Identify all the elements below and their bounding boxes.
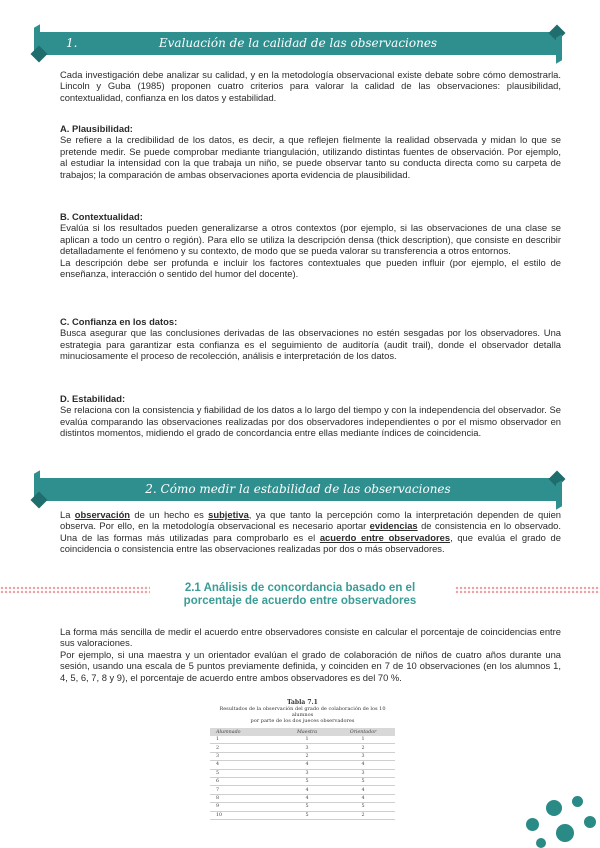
table-cell: 2 — [331, 811, 395, 819]
keyword-acuerdo: acuerdo entre observadores — [319, 531, 451, 543]
table-cell: 3 — [283, 744, 331, 752]
table-cell: 5 — [331, 803, 395, 811]
observation-table — [210, 728, 395, 820]
dotted-rule-right — [455, 586, 600, 594]
table-cell: 9 — [210, 803, 283, 811]
keyword-evidencias: evidencias — [369, 520, 418, 532]
criterion-c — [60, 316, 561, 362]
table-cell: 2 — [210, 744, 283, 752]
table-cell: 2 — [283, 752, 331, 760]
table-header-cell: Maestra — [283, 728, 331, 736]
table-cell: 5 — [331, 777, 395, 785]
criterion-a-title: A. Plausibilidad: — [60, 123, 133, 134]
table-cell: 10 — [210, 811, 283, 819]
table-row — [210, 744, 395, 752]
table-cell: 3 — [283, 769, 331, 777]
table-cell: 4 — [331, 761, 395, 769]
table-cell: 4 — [210, 761, 283, 769]
criterion-a-text: Se refiere a la credibilidad de los datos, es decir, a que reflejen fielmente la realidad observada y midan lo que se pretende medir. Se puede comprobar mediante triangulación, utilizando distintas fuentes de observación. Por ejemplo, al estudiar la intensidad con la que trabaja un niño, se puede observar tanto su conducta directa como su carpeta de trabajos; la comparación de ambas observaciones aporta evidencia de plausibilidad. — [60, 134, 561, 180]
criterion-b-text-1: Evalúa si los resultados pueden generalizarse a otros contextos (por ejemplo, si las observaciones de una clase se aplican a todo un centro o región). Para ello se utiliza la descripción densa (thick description), que consiste en describir detalladamente el fenómeno y su contexto, de modo que se pueda valorar su transferencia a otros entornos. — [60, 222, 561, 257]
table-header-row — [210, 728, 395, 736]
subsection-title-line-2: porcentaje de acuerdo entre observadores — [183, 594, 417, 607]
table-cell: 1 — [210, 736, 283, 744]
table-row — [210, 761, 395, 769]
section-title: 2. Cómo medir la estabilidad de las observaciones — [145, 482, 451, 496]
table-label: Tabla 7.1 — [287, 699, 318, 706]
subsection-paragraph-2: Por ejemplo, si una maestra y un orientador evalúan el grado de colaboración de niños de cuatro años durante una sesión, usando una escala de 5 puntos previamente definida, y coinciden en 7 de 10 observaciones (en los alumnos 1, 4, 5, 6, 7, 8 y 9), el porcentaje de acuerdo entre ambos observadores es del 70 %. — [60, 648, 561, 683]
table-cell: 1 — [283, 736, 331, 744]
table-row — [210, 777, 395, 785]
criterion-c-text: Busca asegurar que las conclusiones derivadas de las observaciones no estén sesgadas por los observadores. Una estrategia para garantizar esta confianza es el seguimiento de auditoría (audit trail), donde el observador detalla minuciosamente el proceso de recolección, análisis e interpretación de los datos. — [60, 327, 561, 362]
table-cell: 4 — [331, 794, 395, 802]
table-caption-line-2: por parte de los dos jueces observadores — [250, 718, 355, 724]
subsection-title — [160, 582, 440, 607]
section-1-intro — [60, 69, 561, 103]
table-cell: 5 — [210, 769, 283, 777]
section-1-banner — [38, 32, 558, 55]
dotted-rule-left — [0, 586, 150, 594]
keyword-subjetiva: subjetiva — [208, 509, 249, 520]
table-cell: 5 — [283, 811, 331, 819]
table-header-cell: Alumnado — [210, 728, 283, 736]
section-2-banner — [38, 478, 558, 501]
intro-paragraph: Cada investigación debe analizar su calidad, y en la metodología observacional existe debate sobre cómo demostrarla. Lincoln y Guba (1985) proponen cuatro criterios para valorar la calidad de las observaciones: plausibilidad, contextualidad, confianza en los datos y estabilidad. — [60, 69, 561, 103]
keyword-observacion: observación — [74, 509, 131, 520]
table-row — [210, 752, 395, 760]
table-cell: 4 — [283, 761, 331, 769]
table-row — [210, 803, 395, 811]
criterion-d-title: D. Estabilidad: — [60, 393, 126, 404]
table-cell: 5 — [283, 803, 331, 811]
table-row — [210, 736, 395, 744]
table-row — [210, 811, 395, 819]
criterion-d — [60, 393, 561, 439]
criterion-b-title: B. Contextualidad: — [60, 211, 143, 222]
subsection-paragraph-1: La forma más sencilla de medir el acuerdo entre observadores consiste en calcular el porcentaje de coincidencias entre sus valoraciones. — [60, 626, 561, 649]
section-2-paragraph — [60, 509, 561, 555]
table-cell: 4 — [283, 794, 331, 802]
criterion-d-text: Se relaciona con la consistencia y fiabilidad de los datos a lo largo del tiempo y con la independencia del observador. Se evalúa comparando las observaciones realizadas por dos observadores independientes o por el mismo observador en distintos momentos, midiendo el grado de concordancia entre ellas mediante índices de coincidencia. — [60, 404, 561, 439]
table-cell: 6 — [210, 777, 283, 785]
table-cell: 1 — [331, 736, 395, 744]
criterion-c-title: C. Confianza en los datos: — [60, 316, 178, 327]
table-row — [210, 769, 395, 777]
table-cell: 3 — [331, 769, 395, 777]
section-title: Evaluación de la calidad de las observaciones — [158, 36, 438, 50]
section-2-text: La observación de un hecho es subjetiva, ya que tanto la percepción como la interpretación dependen de quien observa. Por ello, en la metodología observacional es necesario aportar evidencias de consistencia en lo observado. Una de las formas más utilizadas para comprobarlo es el acuerdo entre observadores, que evalúa el grado de coincidencia o consistencia entre las observaciones realizadas por dos o más observadores. — [60, 509, 561, 555]
criterion-b — [60, 211, 561, 279]
table-cell: 3 — [210, 752, 283, 760]
subsection-title-line-1: 2.1 Análisis de concordancia basado en el — [184, 582, 416, 594]
table-caption-line-1: Resultados de la observación del grado de colaboración de los 10 alumnos — [219, 706, 386, 718]
table-cell: 3 — [331, 752, 395, 760]
table-row — [210, 786, 395, 794]
table-cell: 4 — [331, 786, 395, 794]
table-row — [210, 794, 395, 802]
section-number: 1. — [66, 36, 78, 50]
criterion-b-text-2: La descripción debe ser profunda e incluir los factores contextuales que pueden influir (por ejemplo, el estilo de enseñanza, interacción o sentido del humor del docente). — [60, 256, 561, 280]
criterion-a — [60, 123, 561, 180]
table-cell: 5 — [283, 777, 331, 785]
table-cell: 4 — [283, 786, 331, 794]
table-cell: 7 — [210, 786, 283, 794]
table-cell: 2 — [331, 744, 395, 752]
subsection-body — [60, 626, 561, 683]
table-cell: 8 — [210, 794, 283, 802]
table-header-cell: Orientador — [331, 728, 395, 736]
table-caption — [210, 700, 395, 724]
